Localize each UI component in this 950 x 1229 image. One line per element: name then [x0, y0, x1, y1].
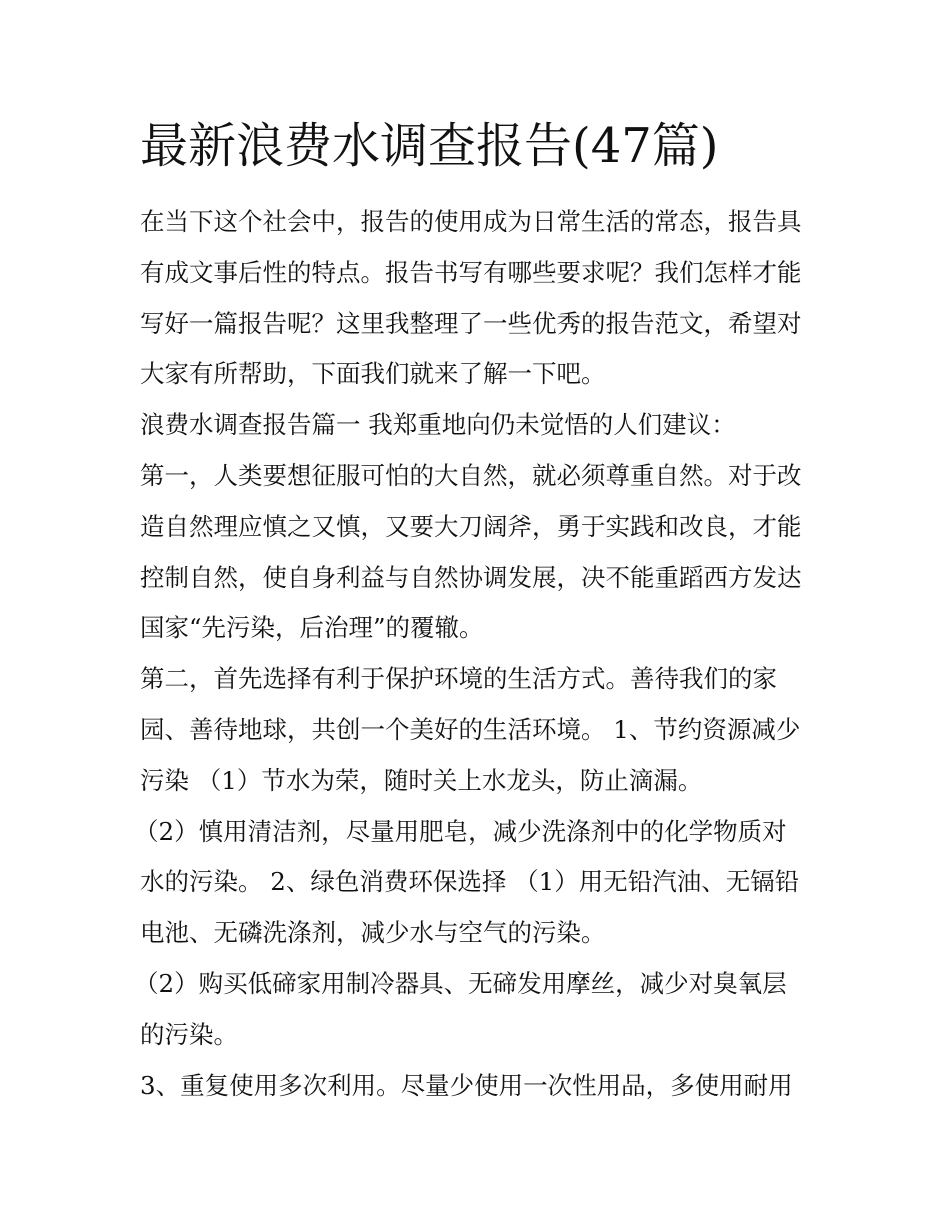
body-line: 造自然理应慎之又慎，又要大刀阔斧，勇于实践和改良，才能 — [140, 511, 802, 541]
body-line: 浪费水调查报告篇一 我郑重地向仍未觉悟的人们建议： — [140, 410, 736, 440]
body-line: 污染 （1）节水为荣，随时关上水龙头，防止滴漏。 — [140, 765, 703, 795]
body-line: 水的污染。 2、绿色消费环保选择 （1）用无铅汽油、无镉铅 — [140, 867, 800, 897]
body-line: 第一，人类要想征服可怕的大自然，就必须尊重自然。对于改 — [140, 460, 802, 490]
body-line: 电池、无磷洗涤剂，减少水与空气的污染。 — [140, 918, 606, 948]
document-body — [134, 197, 820, 1111]
body-line: 有成文事后性的特点。报告书写有哪些要求呢？我们怎样才能 — [140, 257, 802, 287]
body-line: 第二，首先选择有利于保护环境的生活方式。善待我们的家 — [140, 664, 777, 694]
body-line: （2）慎用清洁剂，尽量用肥皂，减少洗涤剂中的化学物质对 — [134, 816, 787, 846]
body-line: 国家“先污染，后治理”的覆辙。 — [140, 613, 484, 643]
body-line: 写好一篇报告呢？这里我整理了一些优秀的报告范文，希望对 — [140, 308, 802, 338]
body-line: 大家有所帮助，下面我们就来了解一下吧。 — [140, 359, 606, 389]
body-line: （2）购买低碲家用制冷器具、无碲发用摩丝，减少对臭氧层 — [134, 968, 787, 998]
body-line: 园、善待地球，共创一个美好的生活环境。 1、节约资源减少 — [140, 714, 801, 744]
body-line: 3、重复使用多次利用。尽量少使用一次性用品，多使用耐用 — [140, 1070, 793, 1100]
body-line: 的污染。 — [140, 1019, 238, 1049]
document-title: 最新浪费水调查报告(47篇) — [140, 118, 719, 174]
body-line: 控制自然，使自身利益与自然协调发展，决不能重蹈西方发达 — [140, 562, 802, 592]
body-line: 在当下这个社会中，报告的使用成为日常生活的常态，报告具 — [140, 207, 802, 236]
